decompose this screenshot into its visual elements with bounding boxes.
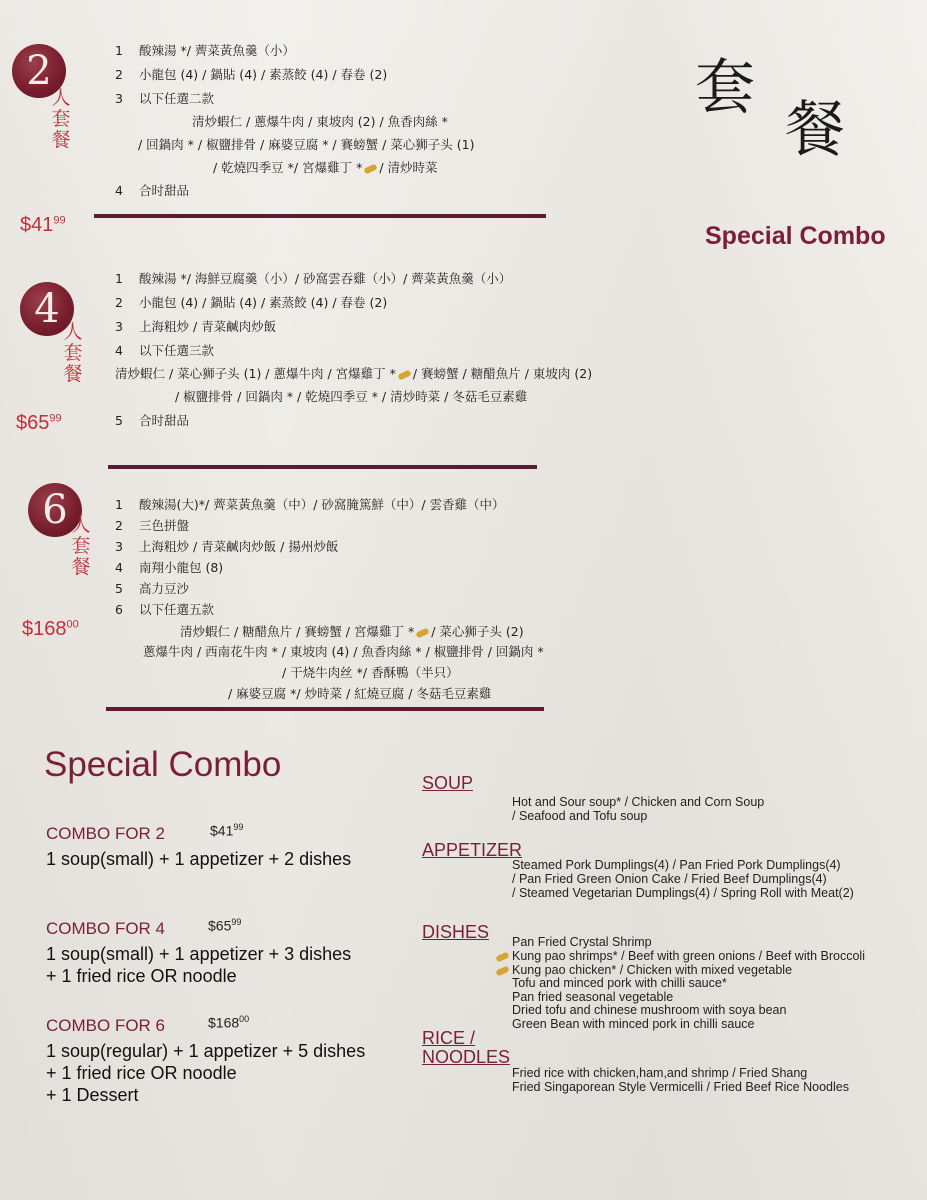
dishes-line: Tofu and minced pork with chilli sauce* <box>512 976 727 990</box>
combo-description: 1 soup(small) + 1 appetizer + 2 dishes <box>46 849 352 869</box>
english-heading: Special Combo <box>44 745 282 784</box>
set6-line: 4 南翔小龍包 (8) <box>115 560 224 575</box>
appetizer-line: Steamed Pork Dumplings(4) / Pan Fried Pork Dumplings(4) <box>512 858 841 872</box>
set2-vertical-label: 人 套 餐 <box>51 87 71 151</box>
soup-line: Hot and Sour soup* / Chicken and Corn Soup <box>512 795 765 809</box>
set6-divider <box>106 707 544 711</box>
combo-price: $\$168^{00}$ <box>208 1014 250 1031</box>
dishes-line: Green Bean with minced pork in chilli sauce <box>512 1017 755 1031</box>
dishes-line: Pan fried seasonal vegetable <box>512 990 674 1004</box>
dishes-line: Pan Fried Crystal Shrimp <box>512 935 652 949</box>
set6-line: 1 酸辣湯(大)*/ 薺菜黃魚羹（中）/ 砂窩腌篤鮮（中）/ 雲香雞（中） <box>115 497 505 512</box>
set2-number-badge: 2 <box>12 44 66 98</box>
set4-divider <box>108 465 537 469</box>
combo-price: $\$65^{99}$ <box>208 917 242 934</box>
combo-title: COMBO FOR 6 <box>46 1016 166 1035</box>
set2-price: $\$41^{99}$ <box>20 214 66 236</box>
peanut-icon <box>397 369 411 380</box>
set6-line: 6 以下任選五款 <box>115 602 215 617</box>
set4-line: 3 上海粗炒 / 青菜鹹肉炒飯 <box>115 319 277 334</box>
set6-line: 5 高力豆沙 <box>115 581 190 596</box>
set4-line: 1 酸辣湯 */ 海鮮豆腐羹（小）/ 砂窩雲吞雞（小）/ 薺菜黃魚羹（小） <box>115 271 512 286</box>
set2-line: / 回鍋肉 * / 椒鹽排骨 / 麻婆豆腐 * / 賽螃蟹 / 菜心狮子头 (1) <box>138 137 475 152</box>
set6-line: 清炒蝦仁 / 糖醋魚片 / 賽螃蟹 / 宮爆雞丁 * / 菜心狮子头 (2) <box>180 624 524 639</box>
set6-line: / 干烧牛肉丝 */ 香酥鴨（半只） <box>282 665 459 680</box>
set6-number-badge: 6 <box>28 483 82 537</box>
set6-line: 2 三色拼盤 <box>115 518 190 533</box>
set2-line: / 乾燒四季豆 */ 宮爆雞丁 * / 清炒時菜 <box>213 160 438 175</box>
set4-line: 清炒蝦仁 / 菜心狮子头 (1) / 蔥爆牛肉 / 宮爆雞丁 * / 賽螃蟹 / 糖醋魚片 / 東坡肉 (2) <box>115 366 593 381</box>
set2-line: 1 酸辣湯 */ 薺菜黃魚羹（小） <box>115 43 295 58</box>
rice-line: Fried Singaporean Style Vermicelli / Fried Beef Rice Noodles <box>512 1080 849 1094</box>
set2-line: 清炒蝦仁 / 蔥爆牛肉 / 東坡肉 (2) / 魚香肉絲 * <box>192 114 448 129</box>
appetizer-line: / Pan Fried Green Onion Cake / Fried Beef Dumplings(4) <box>512 872 827 886</box>
peanut-icon <box>495 966 509 977</box>
combo-description: + 1 Dessert <box>46 1085 139 1105</box>
set4-number-badge: 4 <box>20 282 74 336</box>
set2-line: 3 以下任選二款 <box>115 91 215 106</box>
set4-line: 4 以下任選三款 <box>115 343 215 358</box>
combo-title: COMBO FOR 4 <box>46 919 166 938</box>
set4-price: $\$65^{99}$ <box>16 412 62 434</box>
soup-line: / Seafood and Tofu soup <box>512 809 648 823</box>
combo-description: 1 soup(regular) + 1 appetizer + 5 dishes <box>46 1041 366 1061</box>
title-en: Special Combo <box>705 222 886 250</box>
soup-heading: SOUP <box>422 773 474 793</box>
set6-price: $\$168^{00}$ <box>22 618 79 640</box>
set4-vertical-label: 人 套 餐 <box>63 321 83 385</box>
appetizer-heading: APPETIZER <box>422 840 523 860</box>
set6-line: 蔥爆牛肉 / 西南花牛肉 * / 東坡肉 (4) / 魚香肉絲 * / 椒鹽排骨 / 回鍋肉 * <box>143 644 544 659</box>
noodles-heading: NOODLES <box>422 1047 511 1067</box>
peanut-icon <box>416 627 430 638</box>
combo-price: $\$41^{99}$ <box>210 822 244 839</box>
set6-vertical-label: 人 套 餐 <box>71 514 91 578</box>
set2-divider <box>94 214 546 218</box>
combo-description: 1 soup(small) + 1 appetizer + 3 dishes <box>46 944 352 964</box>
title-cn-2: 餐 <box>785 95 845 165</box>
set2-line: 2 小龍包 (4) / 鍋貼 (4) / 素蒸餃 (4) / 春卷 (2) <box>115 67 388 82</box>
combo-description: + 1 fried rice OR noodle <box>46 1063 237 1083</box>
dishes-line: Dried tofu and chinese mushroom with soya bean <box>512 1003 787 1017</box>
dishes-line: Kung pao shrimps* / Beef with green onions / Beef with Broccoli <box>512 949 865 963</box>
peanut-icon <box>364 163 378 174</box>
appetizer-line: / Steamed Vegetarian Dumplings(4) / Spring Roll with Meat(2) <box>512 886 854 900</box>
dishes-line: Kung pao chicken* / Chicken with mixed vegetable <box>512 963 793 977</box>
set6-line: / 麻婆豆腐 */ 炒時菜 / 紅燒豆腐 / 冬菇毛豆素雞 <box>228 686 492 701</box>
combo-description: + 1 fried rice OR noodle <box>46 966 237 986</box>
title-cn-1: 套 <box>695 53 755 123</box>
peanut-icon <box>495 952 509 963</box>
set4-line: 2 小龍包 (4) / 鍋貼 (4) / 素蒸餃 (4) / 春卷 (2) <box>115 295 388 310</box>
set2-line: 4 合时甜品 <box>115 183 190 198</box>
set6-line: 3 上海粗炒 / 青菜鹹肉炒飯 / 揚州炒飯 <box>115 539 339 554</box>
combo-title: COMBO FOR 2 <box>46 824 166 843</box>
rice-heading: RICE / <box>422 1028 476 1048</box>
rice-line: Fried rice with chicken,ham,and shrimp / Fried Shang <box>512 1066 808 1080</box>
set4-line: / 椒鹽排骨 / 回鍋肉 * / 乾燒四季豆 * / 清炒時菜 / 冬菇毛豆素雞 <box>175 389 528 404</box>
set4-line: 5 合时甜品 <box>115 413 190 428</box>
dishes-heading: DISHES <box>422 922 490 942</box>
